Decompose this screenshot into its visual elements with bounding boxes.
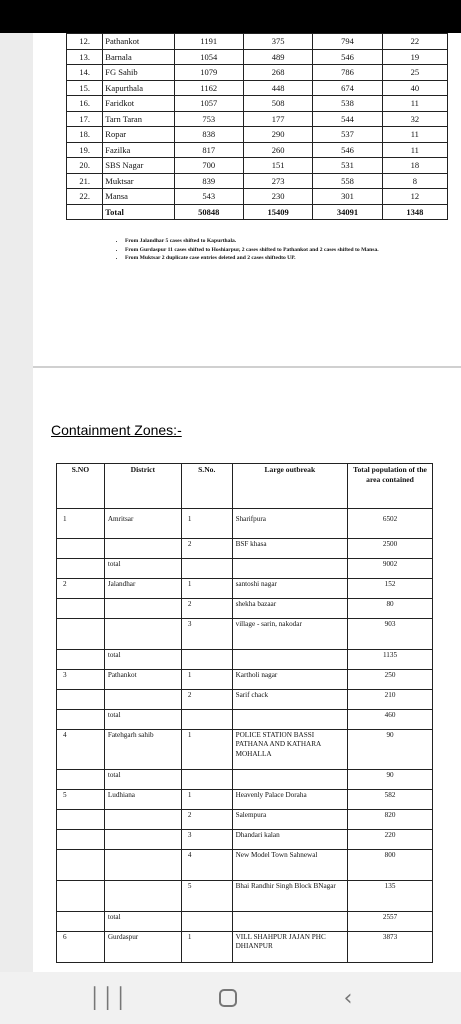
table-row: [57, 881, 433, 912]
outbreak-cell: [232, 710, 347, 730]
outbreak-cell: [232, 770, 347, 790]
sno-cell: 1: [57, 509, 105, 539]
district-cell: [104, 810, 181, 830]
row-number-cell: 15.: [67, 80, 103, 96]
population-cell: 3873: [348, 932, 433, 963]
note-item: • From Jalandhar 5 cases shifted to Kapurthala.: [125, 238, 435, 246]
android-nav-bar: [0, 972, 461, 1024]
sub-sno-cell: 2: [181, 810, 232, 830]
sno-cell: [57, 539, 105, 559]
sno-cell: [57, 710, 105, 730]
total-cases-cell: 1054: [174, 49, 243, 65]
sub-sno-cell: 2: [181, 599, 232, 619]
sub-sno-cell: 1: [181, 932, 232, 963]
district-cell: total: [104, 770, 181, 790]
table-row: [57, 690, 433, 710]
population-cell: 152: [348, 579, 433, 599]
district-cell: Fatehgarh sahib: [104, 730, 181, 770]
sno-cell: [57, 810, 105, 830]
deaths-cell: 19: [382, 49, 447, 65]
active-cell: 794: [313, 34, 382, 50]
district-cell: [104, 850, 181, 881]
active-cell: 301: [313, 189, 382, 205]
table-row: [67, 111, 448, 127]
sub-sno-cell: [181, 770, 232, 790]
row-number-cell: 18.: [67, 127, 103, 143]
back-icon[interactable]: ‹: [343, 985, 353, 1011]
row-number-cell: 16.: [67, 96, 103, 112]
table-row: [67, 34, 448, 50]
sub-sno-cell: [181, 912, 232, 932]
district-cell: Pathankot: [104, 670, 181, 690]
row-number-cell: 21.: [67, 173, 103, 189]
total-cases-cell: 1079: [174, 65, 243, 81]
table-row: [57, 830, 433, 850]
recent-apps-icon[interactable]: │││: [88, 986, 128, 1010]
sno-cell: 5: [57, 790, 105, 810]
sno-cell: [57, 850, 105, 881]
header-sno: S.NO: [57, 464, 105, 509]
district-cell: Ludhiana: [104, 790, 181, 810]
population-cell: 250: [348, 670, 433, 690]
row-number-cell: 17.: [67, 111, 103, 127]
district-cell: total: [104, 650, 181, 670]
sno-cell: 3: [57, 670, 105, 690]
header-district: District: [104, 464, 181, 509]
total-cases-total-cell: 50848: [174, 204, 243, 220]
sub-sno-cell: 3: [181, 619, 232, 650]
district-cell: total: [104, 710, 181, 730]
document-page-2: [33, 368, 461, 972]
district-name-cell: Mansa: [103, 189, 174, 205]
population-cell: 135: [348, 881, 433, 912]
row-number-total-cell: [67, 204, 103, 220]
table-header-row: [57, 464, 433, 509]
table-row: [57, 650, 433, 670]
district-cell: total: [104, 559, 181, 579]
outbreak-cell: [232, 559, 347, 579]
sno-cell: [57, 881, 105, 912]
district-name-cell: Pathankot: [103, 34, 174, 50]
total-cases-cell: 543: [174, 189, 243, 205]
row-number-cell: 20.: [67, 158, 103, 174]
table-row: [67, 173, 448, 189]
district-name-cell: Tarn Taran: [103, 111, 174, 127]
sub-sno-cell: 1: [181, 579, 232, 599]
outbreak-cell: santoshi nagar: [232, 579, 347, 599]
table-row: [67, 96, 448, 112]
active-cell: 546: [313, 49, 382, 65]
outbreak-cell: Kartholi nagar: [232, 670, 347, 690]
district-name-total-cell: Total: [103, 204, 174, 220]
sno-cell: [57, 830, 105, 850]
population-cell: 210: [348, 690, 433, 710]
table-row: [57, 850, 433, 881]
cured-cell: 375: [243, 34, 312, 50]
district-name-cell: Fazilka: [103, 142, 174, 158]
table-row: [57, 670, 433, 690]
district-cell: [104, 619, 181, 650]
table-row: [67, 65, 448, 81]
table-row: [57, 579, 433, 599]
population-cell: 2500: [348, 539, 433, 559]
table-row: [57, 619, 433, 650]
notes-section: [115, 238, 435, 264]
deaths-total-cell: 1348: [382, 204, 447, 220]
table-row: [67, 49, 448, 65]
home-icon[interactable]: [208, 984, 248, 1012]
containment-zones-table: [56, 463, 433, 963]
cured-total-cell: 15409: [243, 204, 312, 220]
outbreak-cell: Heavenly Palace Doraha: [232, 790, 347, 810]
population-cell: 2557: [348, 912, 433, 932]
population-cell: 820: [348, 810, 433, 830]
district-name-cell: FG Sahib: [103, 65, 174, 81]
active-cell: 674: [313, 80, 382, 96]
page-margin: [0, 33, 33, 972]
sno-cell: [57, 912, 105, 932]
table-row: [57, 559, 433, 579]
table-row: [57, 932, 433, 963]
sno-cell: 4: [57, 730, 105, 770]
total-cases-cell: 700: [174, 158, 243, 174]
row-number-cell: 19.: [67, 142, 103, 158]
table-row: [57, 710, 433, 730]
sno-cell: [57, 619, 105, 650]
status-bar: [0, 0, 461, 33]
outbreak-cell: VILL SHAHPUR JAJAN PHC DHIANPUR: [232, 932, 347, 963]
cured-cell: 489: [243, 49, 312, 65]
outbreak-cell: [232, 912, 347, 932]
row-number-cell: 13.: [67, 49, 103, 65]
district-name-cell: Muktsar: [103, 173, 174, 189]
total-cases-cell: 817: [174, 142, 243, 158]
district-cell: [104, 830, 181, 850]
district-name-cell: Faridkot: [103, 96, 174, 112]
outbreak-cell: BSF khasa: [232, 539, 347, 559]
table-row: [57, 790, 433, 810]
deaths-cell: 12: [382, 189, 447, 205]
sub-sno-cell: 1: [181, 670, 232, 690]
sub-sno-cell: 2: [181, 690, 232, 710]
population-cell: 80: [348, 599, 433, 619]
outbreak-cell: Sharifpura: [232, 509, 347, 539]
active-cell: 544: [313, 111, 382, 127]
active-cell: 558: [313, 173, 382, 189]
sub-sno-cell: [181, 559, 232, 579]
active-cell: 786: [313, 65, 382, 81]
population-cell: 1135: [348, 650, 433, 670]
note-item: • From Gurdaspur 11 cases shifted to Hoshiarpur, 2 cases shifted to Pathankot and 2 cases shifted to Mansa.: [125, 247, 435, 255]
population-cell: 903: [348, 619, 433, 650]
active-cell: 537: [313, 127, 382, 143]
total-cases-cell: 1162: [174, 80, 243, 96]
active-cell: 531: [313, 158, 382, 174]
sub-sno-cell: [181, 650, 232, 670]
outbreak-cell: Sarif chack: [232, 690, 347, 710]
population-cell: 582: [348, 790, 433, 810]
sub-sno-cell: 1: [181, 790, 232, 810]
deaths-cell: 25: [382, 65, 447, 81]
deaths-cell: 11: [382, 96, 447, 112]
sub-sno-cell: 1: [181, 509, 232, 539]
total-cases-cell: 1057: [174, 96, 243, 112]
cured-cell: 151: [243, 158, 312, 174]
outbreak-cell: [232, 650, 347, 670]
outbreak-cell: Dhandari kalan: [232, 830, 347, 850]
cured-cell: 273: [243, 173, 312, 189]
district-cell: [104, 599, 181, 619]
district-name-cell: Ropar: [103, 127, 174, 143]
population-cell: 800: [348, 850, 433, 881]
active-cell: 538: [313, 96, 382, 112]
sno-cell: 2: [57, 579, 105, 599]
outbreak-cell: POLICE STATION BASSI PATHANA AND KATHARA MOHALLA: [232, 730, 347, 770]
sno-cell: [57, 599, 105, 619]
sno-cell: [57, 650, 105, 670]
table-row: [57, 599, 433, 619]
table-row: [57, 730, 433, 770]
sno-cell: 6: [57, 932, 105, 963]
outbreak-cell: Bhai Randhir Singh Block BNagar: [232, 881, 347, 912]
row-number-cell: 14.: [67, 65, 103, 81]
outbreak-cell: village - sarin, nakodar: [232, 619, 347, 650]
cured-cell: 448: [243, 80, 312, 96]
sub-sno-cell: 1: [181, 730, 232, 770]
district-cell: Gurdaspur: [104, 932, 181, 963]
row-number-cell: 22.: [67, 189, 103, 205]
district-cell: [104, 881, 181, 912]
total-row: [67, 204, 448, 220]
district-cell: [104, 539, 181, 559]
population-cell: 90: [348, 770, 433, 790]
header-total-population: Total population of the area contained: [348, 464, 433, 509]
table-row: [57, 912, 433, 932]
district-cases-table: [66, 33, 448, 220]
district-cell: total: [104, 912, 181, 932]
table-row: [57, 539, 433, 559]
total-cases-cell: 1191: [174, 34, 243, 50]
total-cases-cell: 839: [174, 173, 243, 189]
note-item: • From Muktsar 2 duplicate case entries deleted and 2 cases shiftedto UP.: [125, 255, 435, 263]
table-row: [57, 509, 433, 539]
row-number-cell: 12.: [67, 34, 103, 50]
total-cases-cell: 838: [174, 127, 243, 143]
sno-cell: [57, 559, 105, 579]
containment-zones-title: Containment Zones:-: [51, 422, 182, 438]
district-name-cell: SBS Nagar: [103, 158, 174, 174]
table-row: [67, 189, 448, 205]
table-row: [67, 158, 448, 174]
district-name-cell: Kapurthala: [103, 80, 174, 96]
cured-cell: 290: [243, 127, 312, 143]
district-cell: Amritsar: [104, 509, 181, 539]
cured-cell: 260: [243, 142, 312, 158]
table-row: [67, 142, 448, 158]
population-cell: 460: [348, 710, 433, 730]
outbreak-cell: New Model Town Sahnewal: [232, 850, 347, 881]
deaths-cell: 18: [382, 158, 447, 174]
cured-cell: 177: [243, 111, 312, 127]
table-row: [67, 127, 448, 143]
document-page-1: [33, 33, 461, 366]
deaths-cell: 32: [382, 111, 447, 127]
sub-sno-cell: 5: [181, 881, 232, 912]
cured-cell: 268: [243, 65, 312, 81]
deaths-cell: 11: [382, 142, 447, 158]
population-cell: 90: [348, 730, 433, 770]
population-cell: 9002: [348, 559, 433, 579]
district-cell: [104, 690, 181, 710]
sno-cell: [57, 690, 105, 710]
active-cell: 546: [313, 142, 382, 158]
cured-cell: 230: [243, 189, 312, 205]
district-cell: Jalandhar: [104, 579, 181, 599]
sno-cell: [57, 770, 105, 790]
deaths-cell: 8: [382, 173, 447, 189]
deaths-cell: 22: [382, 34, 447, 50]
deaths-cell: 11: [382, 127, 447, 143]
header-sub-sno: S.No.: [181, 464, 232, 509]
table-row: [57, 770, 433, 790]
sub-sno-cell: [181, 710, 232, 730]
total-cases-cell: 753: [174, 111, 243, 127]
table-row: [67, 80, 448, 96]
sub-sno-cell: 2: [181, 539, 232, 559]
header-large-outbreak: Large outbreak: [232, 464, 347, 509]
outbreak-cell: Salempura: [232, 810, 347, 830]
district-name-cell: Barnala: [103, 49, 174, 65]
sub-sno-cell: 3: [181, 830, 232, 850]
table-row: [57, 810, 433, 830]
active-total-cell: 34091: [313, 204, 382, 220]
population-cell: 220: [348, 830, 433, 850]
sub-sno-cell: 4: [181, 850, 232, 881]
cured-cell: 508: [243, 96, 312, 112]
deaths-cell: 40: [382, 80, 447, 96]
population-cell: 6502: [348, 509, 433, 539]
outbreak-cell: shekha bazaar: [232, 599, 347, 619]
